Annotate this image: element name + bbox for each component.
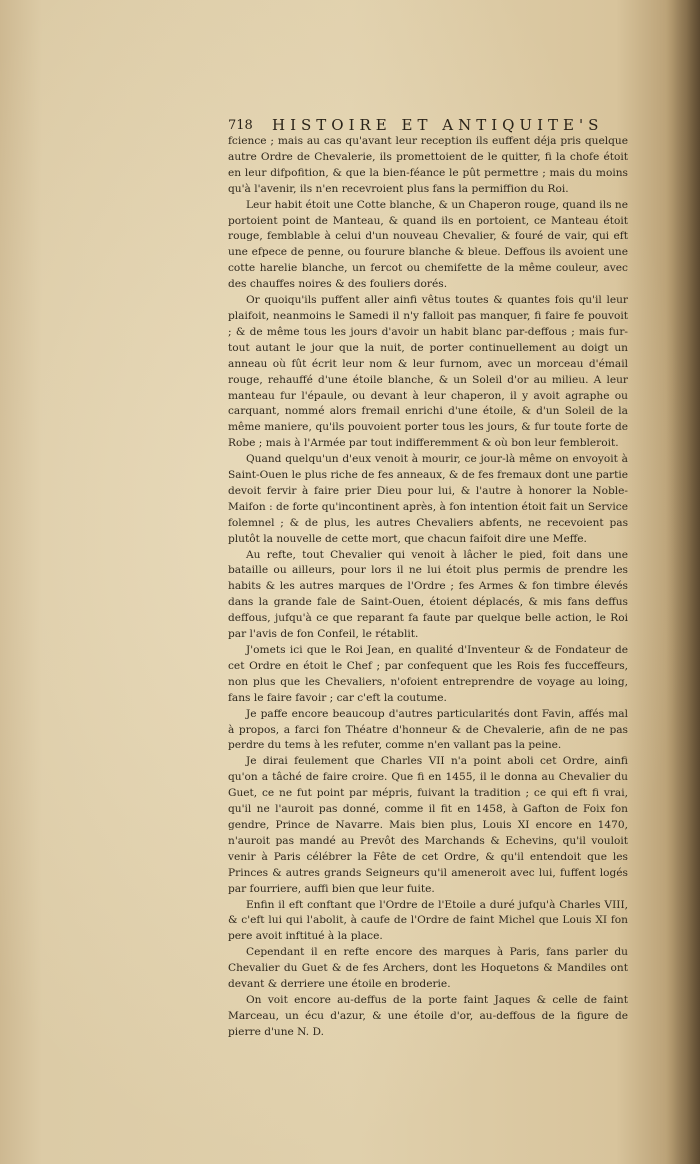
paragraph: fcience ; mais au cas qu'avant leur reception ils euffent déja pris quelque autre Ordre de Chevalerie, ils promettoient de le quitter, fi la chofe étoit en leur difpofition, & que la bien-féance le pût permettre ; mais du moins qu'à l'avenir, ils n'en recevroient plus fans la permiffion du Roi.: [228, 135, 628, 195]
spine-shadow: [666, 0, 700, 1164]
paragraph: Cependant il en refte encore des marques à Paris, fans parler du Chevalier du Guet & de fes Archers, dont les Hoquetons & Mandiles ont devant & derriere une étoile en broderie.: [228, 946, 628, 991]
paragraph: Leur habit étoit une Cotte blanche, & un Chaperon rouge, quand ils ne portoient point de Manteau, & quand ils en portoient, ce Manteau étoit rouge, femblable à celui d'un nouveau Chevalier, & fouré de vair, qui eft une efpece de penne, ou fourure blanche & bleue. Deffous ils avoient une cotte harelie blanche, un fercot ou chemifette de la même couleur, avec des chauffes noires & des fouliers dorés.: [228, 198, 628, 291]
paragraph: J'omets ici que le Roi Jean, en qualité d'Inventeur & de Fondateur de cet Ordre en étoit le Chef ; par confequent que les Rois fes fucceffeurs, non plus que les Chevaliers, n'ofoient entreprendre de voyage au loing, fans le faire favoir ; car c'eft la coutume.: [228, 644, 628, 704]
paragraph: Je dirai feulement que Charles VII n'a point aboli cet Ordre, ainfi qu'on a tâché de faire croire. Que fi en 1455, il le donna au Chevalier du Guet, ce ne fut point par mépris, fuivant la tradition ; ce qui eft fi vrai, qu'il ne l'auroit pas donné, comme il fit en 1458, à Gafton de Foix fon gendre, Prince de Navarre. Mais bien plus, Louis XI encore en 1470, n'auroit pas mandé au Prevôt des Marchands & Echevins, qu'il vouloit venir à Paris célébrer la Fête de cet Ordre, & qu'il entendoit que les Princes & autres grands Seigneurs qu'il ameneroit avec lui, fuffent logés par fourriere, auffi bien que leur fuite.: [228, 755, 628, 895]
paragraph: Quand quelqu'un d'eux venoit à mourir, ce jour-là même on envoyoit à Saint-Ouen le plus riche de fes anneaux, & de fes fremaux dont une partie devoit fervir à faire prier Dieu pour lui, & l'autre à honorer la Noble-Maifon : de forte qu'incontinent après, à fon intention étoit fait un Service folemnel ; & de plus, les autres Chevaliers abfents, ne recevoient pas plutôt la nouvelle de cette mort, que chacun faifoit dire une Meffe.: [228, 453, 628, 545]
paragraph: Au refte, tout Chevalier qui venoit à lâcher le pied, foit dans une bataille ou ailleurs, pour lors il ne lui étoit plus permis de prendre les habits & les autres marques de l'Ordre ; fes Armes & fon timbre élevés dans la grande fale de Saint-Ouen, étoient déplacés, & mis fans deffus deffous, jufqu'à ce que reparant fa faute par quelque belle action, le Roi par l'avis de fon Confeil, le rétablit.: [228, 548, 628, 641]
paragraph: On voit encore au-deffus de la porte faint Jaques & celle de faint Marceau, un écu d'azur, & une étoile d'or, au-deffous de la figure de pierre d'une N. D.: [228, 993, 628, 1038]
page-number: 718: [228, 118, 253, 133]
paragraph: Enfin il eft conftant que l'Ordre de l'Etoile a duré jufqu'à Charles VIII, & c'eft lui qui l'abolit, à caufe de l'Ordre de faint Michel que Louis XI fon pere avoit inftitué à la place.: [228, 898, 628, 943]
running-title: HISTOIRE ET ANTIQUITE'S: [272, 116, 604, 134]
paragraph: Je paffe encore beaucoup d'autres particularités dont Favin, affés mal à propos, a farci fon Théatre d'honneur & de Chevalerie, afin de ne pas perdre du tems à les refuter, comme n'en vallant pas la peine.: [228, 707, 628, 752]
paragraph: Or quoiqu'ils puffent aller ainfi vêtus toutes & quantes fois qu'il leur plaifoit, neanmoins le Samedi il n'y falloit pas manquer, fi faire fe pouvoit ; & de même tous les jours d'avoir un habit blanc par-deffous ; mais fur-tout autant le jour que la nuit, de porter continuellement au doigt un anneau où fût écrit leur nom & leur furnom, avec un morceau d'émail rouge, rehauffé d'une étoile blanche, & un Soleil d'or au milieu. A leur manteau fur l'épaule, ou devant à leur chaperon, il y avoit agraphe ou carquant, nommé alors fremail enrichi d'une étoile, & d'un Soleil de la même maniere, qu'ils pouvoient porter tous les jours, & fur toute forte de Robe ; mais à l'Armée par tout indifferemment & où bon leur fembleroit.: [228, 294, 628, 450]
body-text: [228, 134, 628, 1041]
